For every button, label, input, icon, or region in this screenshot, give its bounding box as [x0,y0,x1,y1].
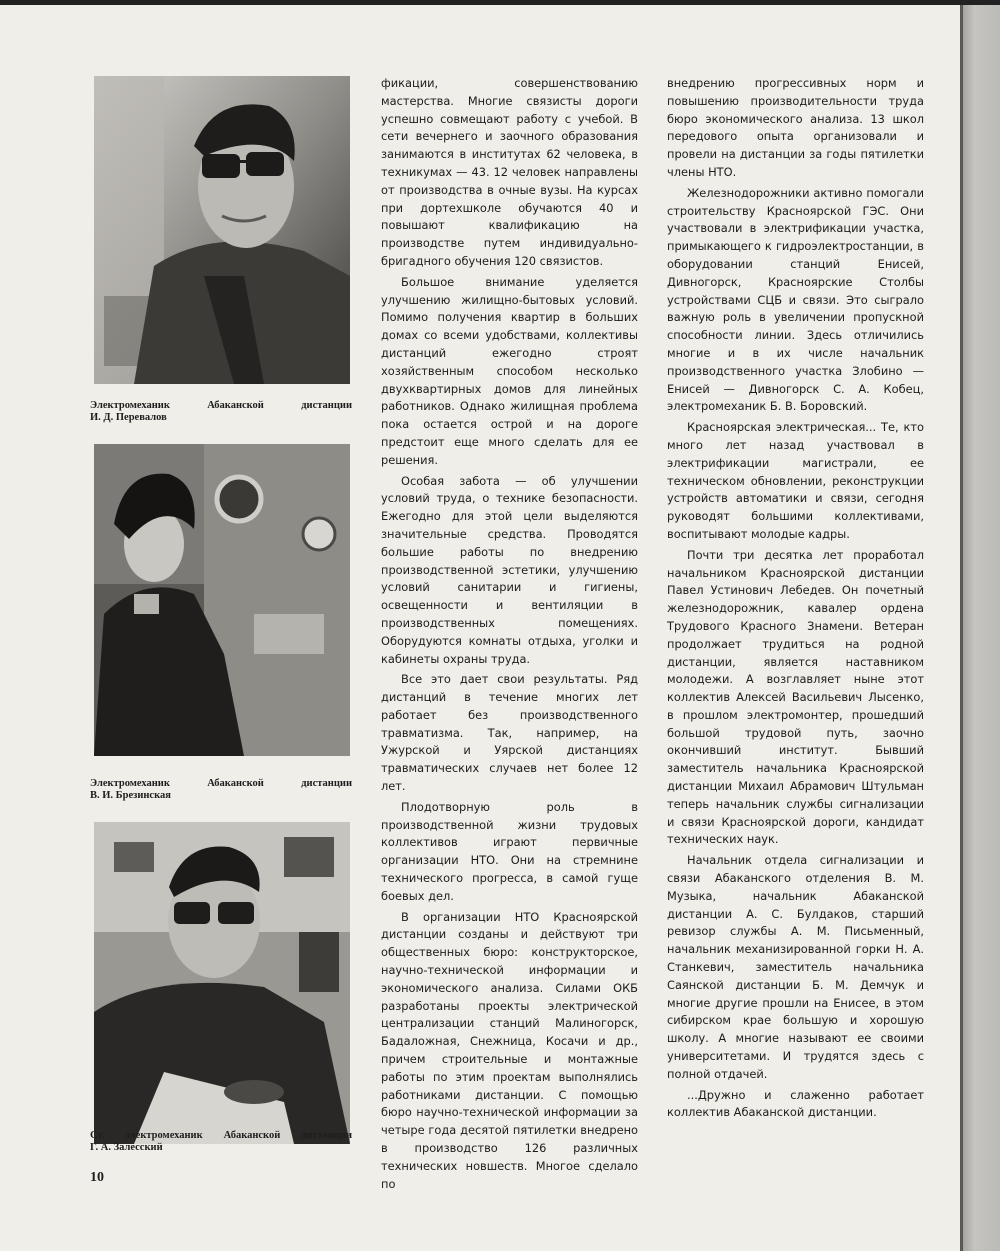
portrait-image [94,76,350,384]
caption-name: И. Д. Перевалов [90,412,167,423]
paragraph: внедрению прогрессивных норм и повышению производительности труда бюро экономического анализа. 13 школ передового опыта организовали и провели на дистанции за годы пятилетки члены НТО. [667,76,924,179]
caption-name: В. И. Брезинская [90,790,171,801]
portrait-image [94,822,350,1144]
paragraph: В организации НТО Красноярской дистанции созданы и действуют три общественных бюро: конструкторское, научно-технической информации и экономического анализа. Силами ОКБ разработаны проекты электрической централизации станций Малиногорск, Бадаложная, Снежница, Косачи и др., причем строительные и монтажные работы по этим проектам выполнялись работниками дистанции. С помощью бюро научно-технической информации за четыре года десятой пятилетки внедрено в производство 126 различных технических новшеств. Многое сделало по [381,909,638,1191]
paragraph: фикации, совершенствованию мастерства. Многие связисты дороги успешно совмещают работу с учебой. В сети вечернего и заочного образования занимаются в институтах 62 человека, в техникумах — 43. 12 человек направлены от производства в очные вузы. На курсах при дортехшколе обучаются 40 и повышают квалификацию на производстве путем индивидуально-бригадного обучения 120 связистов. [381,76,638,268]
photo-caption-1 [90,400,352,424]
paragraph: Железнодорожники активно помогали строительству Красноярской ГЭС. Они участвовали в электрификации участка, примыкающего к гидроэлектростанции, в оборудовании станций Енисей, Дивногорск, Красноярские Столбы устройствами СЦБ и связи. Это сыграло важную роль в увеличении пропускной способности линии. Здесь отличились многие и в их числе начальник производственного участка Злобино — Енисей — Дивногорск С. А. Кобец, электромеханик Б. В. Боровский. [667,185,924,414]
caption-name: Г. А. Залесский [90,1142,163,1153]
paragraph: Красноярская электрическая... Те, кто много лет назад участвовал в электрификации магистрали, ее техническом обновлении, реконструкции устройств автоматики и связи, сегодня руководят большими коллективами, воспитывают молодые кадры. [667,420,924,541]
article-column-right [667,75,924,1122]
paragraph: ...Дружно и слаженно работает коллектив Абаканской дистанции. [667,1087,924,1120]
paragraph: Почти три десятка лет проработал начальником Красноярской дистанции Павел Устинович Лебедев. Он почетный железнодорожник, кавалер ордена Трудового Красного Знамени. Ветеран продолжает трудиться на родной дистанции, является наставником молодежи. А возглавляет ныне этот коллектив Алексей Васильевич Лысенко, в прошлом электромонтер, прошедший большой трудовой путь, заочно окончивший институт. Бывший заместитель начальника Красноярской дистанции Михаил Абрамович Штульман теперь начальник службы сигнализации и связи Красноярской дороги, кандидат технических наук. [667,547,924,847]
portrait-photo-brezinskaya [94,444,350,756]
caption-title: Электромеханик Абаканской дистанции [90,400,352,411]
article-column-middle [381,75,638,1193]
portrait-photo-perevalov [94,76,350,384]
top-border [0,0,1000,5]
page-number: 10 [90,1170,104,1185]
paragraph: Большое внимание уделяется улучшению жилищно-бытовых условий. Помимо получения квартир в больших домах со всеми удобствами, коллективы дистанций ежегодно строят хозяйственным способом несколько двухквартирных домов для линейных работников. Однако жилищная проблема пока остается острой и на дороге предстоит еще много сделать для ее решения. [381,274,638,467]
paragraph: Плодотворную роль в производственной жизни трудовых коллективов играют первичные организации НТО. Они на стремнине технического прогресса, в самой гуще боевых дел. [381,799,638,903]
paragraph: Особая забота — об улучшении условий труда, о технике безопасности. Ежегодно для этой цели выделяются значительные средства. Проводятся большие работы по внедрению производственной эстетики, улучшению условий санитарии и гигиены, освещенности и вентиляции в производственных помещениях. Оборудуются комнаты отдыха, уголки и кабинеты охраны труда. [381,473,638,666]
caption-title: Электромеханик Абаканской дистанции [90,778,352,789]
paragraph: Все это дает свои результаты. Ряд дистанций в течение многих лет работает без производственного травматизма. Так, например, на Ужурской и Уярской дистанциях травматических случаев нет более 12 лет. [381,672,638,794]
portrait-photo-zalessky [94,822,350,1144]
page-fold-edge [960,0,1000,1251]
paragraph: Начальник отдела сигнализации и связи Абаканского отделения В. М. Музыка, начальник Абаканской дистанции А. С. Булдаков, старший ревизор службы А. М. Письменный, начальник механизированной горки Н. А. Станкевич, заместитель начальника Саянской дистанции Б. М. Демчук и многие другие прошли на Енисее, в этом сибирском крае большую и хорошую школу. А многие называют ее своими университетами. И трудятся здесь с полной отдачей. [667,853,924,1081]
portrait-image [94,444,350,756]
photo-caption-2 [90,778,352,802]
caption-title: Ст. электромеханик Абаканской дистанции [90,1130,352,1141]
photo-caption-3 [90,1130,352,1154]
